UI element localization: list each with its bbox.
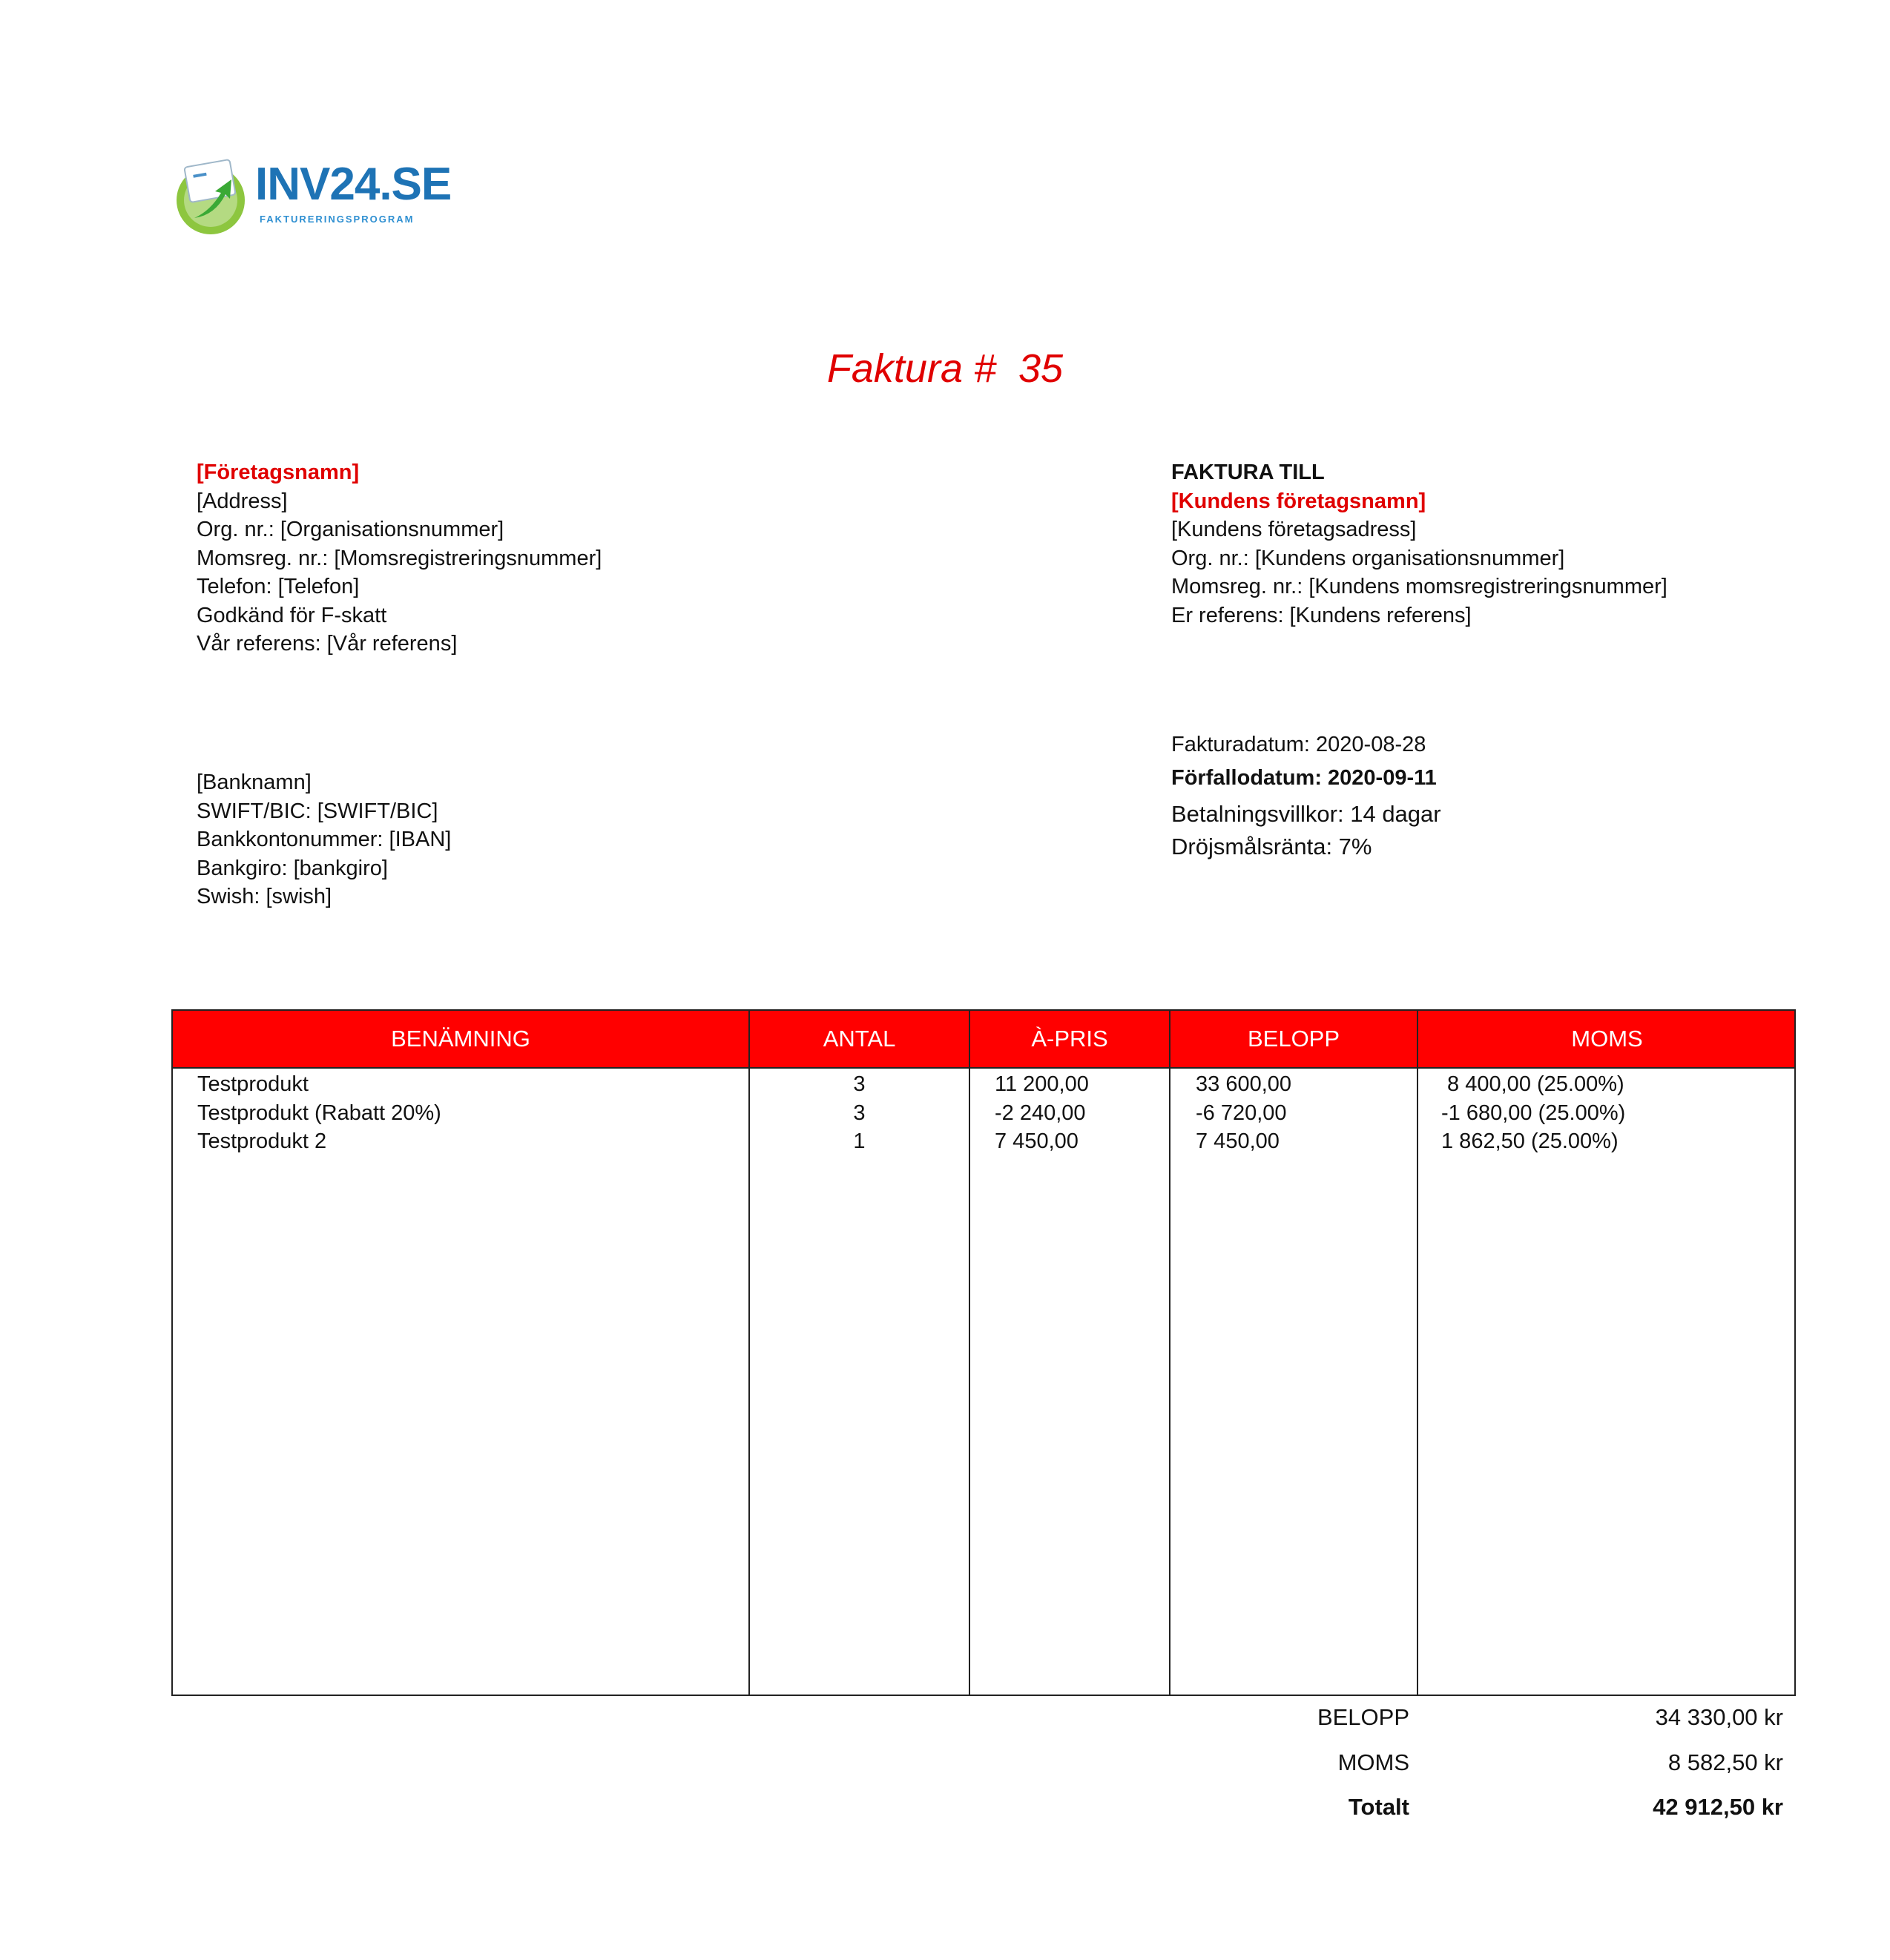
buyer-heading: FAKTURA TILL: [1171, 461, 1325, 484]
logo-wordmark: INV24.SE: [255, 159, 452, 210]
invoice-date: Fakturadatum: 2020-08-28: [1171, 733, 1426, 756]
seller-vat-nr: Momsreg. nr.: [Momsregistreringsnummer]: [197, 546, 602, 570]
header-divider: [173, 1067, 1794, 1069]
company-logo: [172, 157, 452, 239]
total-vat-value: 8 582,50 kr: [1667, 1749, 1783, 1775]
seller-f-tax: Godkänd för F-skatt: [197, 603, 387, 627]
bank-bankgiro: Bankgiro: [bankgiro]: [197, 856, 388, 880]
bank-name: [Banknamn]: [197, 771, 312, 794]
grand-total-value: 42 912,50 kr: [1653, 1794, 1783, 1820]
bank-info: [197, 768, 451, 911]
row-amount: -6 720,00: [1196, 1101, 1287, 1125]
row-description: Testprodukt 2: [197, 1129, 327, 1153]
buyer-vat-nr: Momsreg. nr.: [Kundens momsregistreringsnummer]: [1171, 575, 1667, 598]
items-table: [171, 1009, 1796, 1696]
bank-swift: SWIFT/BIC: [SWIFT/BIC]: [197, 799, 438, 823]
row-unit-price: 7 450,00: [995, 1129, 1079, 1153]
late-interest: Dröjsmålsränta: 7%: [1171, 834, 1372, 859]
header-quantity: ANTAL: [823, 1026, 896, 1052]
row-amount: 7 450,00: [1196, 1129, 1280, 1153]
due-date: Förfallodatum: 2020-09-11: [1171, 766, 1437, 790]
invoice-title: Faktura # 35: [826, 346, 1064, 391]
row-vat: 1 862,50 (25.00%): [1441, 1129, 1619, 1153]
total-amount-value: 34 330,00 kr: [1655, 1704, 1783, 1730]
buyer-company: [Kundens företagsnamn]: [1171, 489, 1426, 513]
logo-emblem-icon: [172, 157, 254, 239]
seller-address: [Address]: [197, 489, 288, 513]
bank-iban: Bankkontonummer: [IBAN]: [197, 828, 452, 851]
header-vat: MOMS: [1571, 1026, 1643, 1052]
buyer-info: [1171, 458, 1667, 630]
grand-total-label: Totalt: [1348, 1794, 1409, 1820]
row-description: Testprodukt (Rabatt 20%): [197, 1101, 441, 1125]
logo-tagline: FAKTURERINGSPROGRAM: [260, 214, 415, 225]
buyer-address: [Kundens företagsadress]: [1171, 518, 1417, 541]
table-row: [173, 1099, 1794, 1128]
buyer-org-nr: Org. nr.: [Kundens organisationsnummer]: [1171, 546, 1565, 570]
row-vat: 8 400,00 (25.00%): [1441, 1072, 1624, 1096]
table-row: [173, 1127, 1794, 1156]
table-row: [173, 1070, 1794, 1099]
header-description: BENÄMNING: [391, 1026, 530, 1052]
row-quantity: 3: [853, 1101, 866, 1125]
row-amount: 33 600,00: [1196, 1072, 1292, 1096]
payment-terms: Betalningsvillkor: 14 dagar: [1171, 801, 1441, 827]
row-description: Testprodukt: [197, 1072, 309, 1096]
seller-reference: Vår referens: [Vår referens]: [197, 632, 458, 656]
header-amount: BELOPP: [1247, 1026, 1340, 1052]
seller-phone: Telefon: [Telefon]: [197, 575, 360, 598]
buyer-reference: Er referens: [Kundens referens]: [1171, 603, 1472, 627]
seller-info: [197, 458, 602, 659]
invoice-dates: [1171, 730, 1441, 862]
row-quantity: 3: [853, 1072, 866, 1096]
row-unit-price: -2 240,00: [995, 1101, 1086, 1125]
total-vat-label: MOMS: [1337, 1749, 1409, 1775]
row-vat: -1 680,00 (25.00%): [1441, 1101, 1626, 1125]
seller-org-nr: Org. nr.: [Organisationsnummer]: [197, 518, 504, 541]
row-quantity: 1: [853, 1129, 866, 1153]
total-amount-label: BELOPP: [1317, 1704, 1409, 1730]
row-unit-price: 11 200,00: [995, 1072, 1089, 1096]
bank-swish: Swish: [swish]: [197, 885, 332, 908]
seller-company: [Företagsnamn]: [197, 461, 360, 484]
header-unit-price: À-PRIS: [1031, 1026, 1108, 1052]
